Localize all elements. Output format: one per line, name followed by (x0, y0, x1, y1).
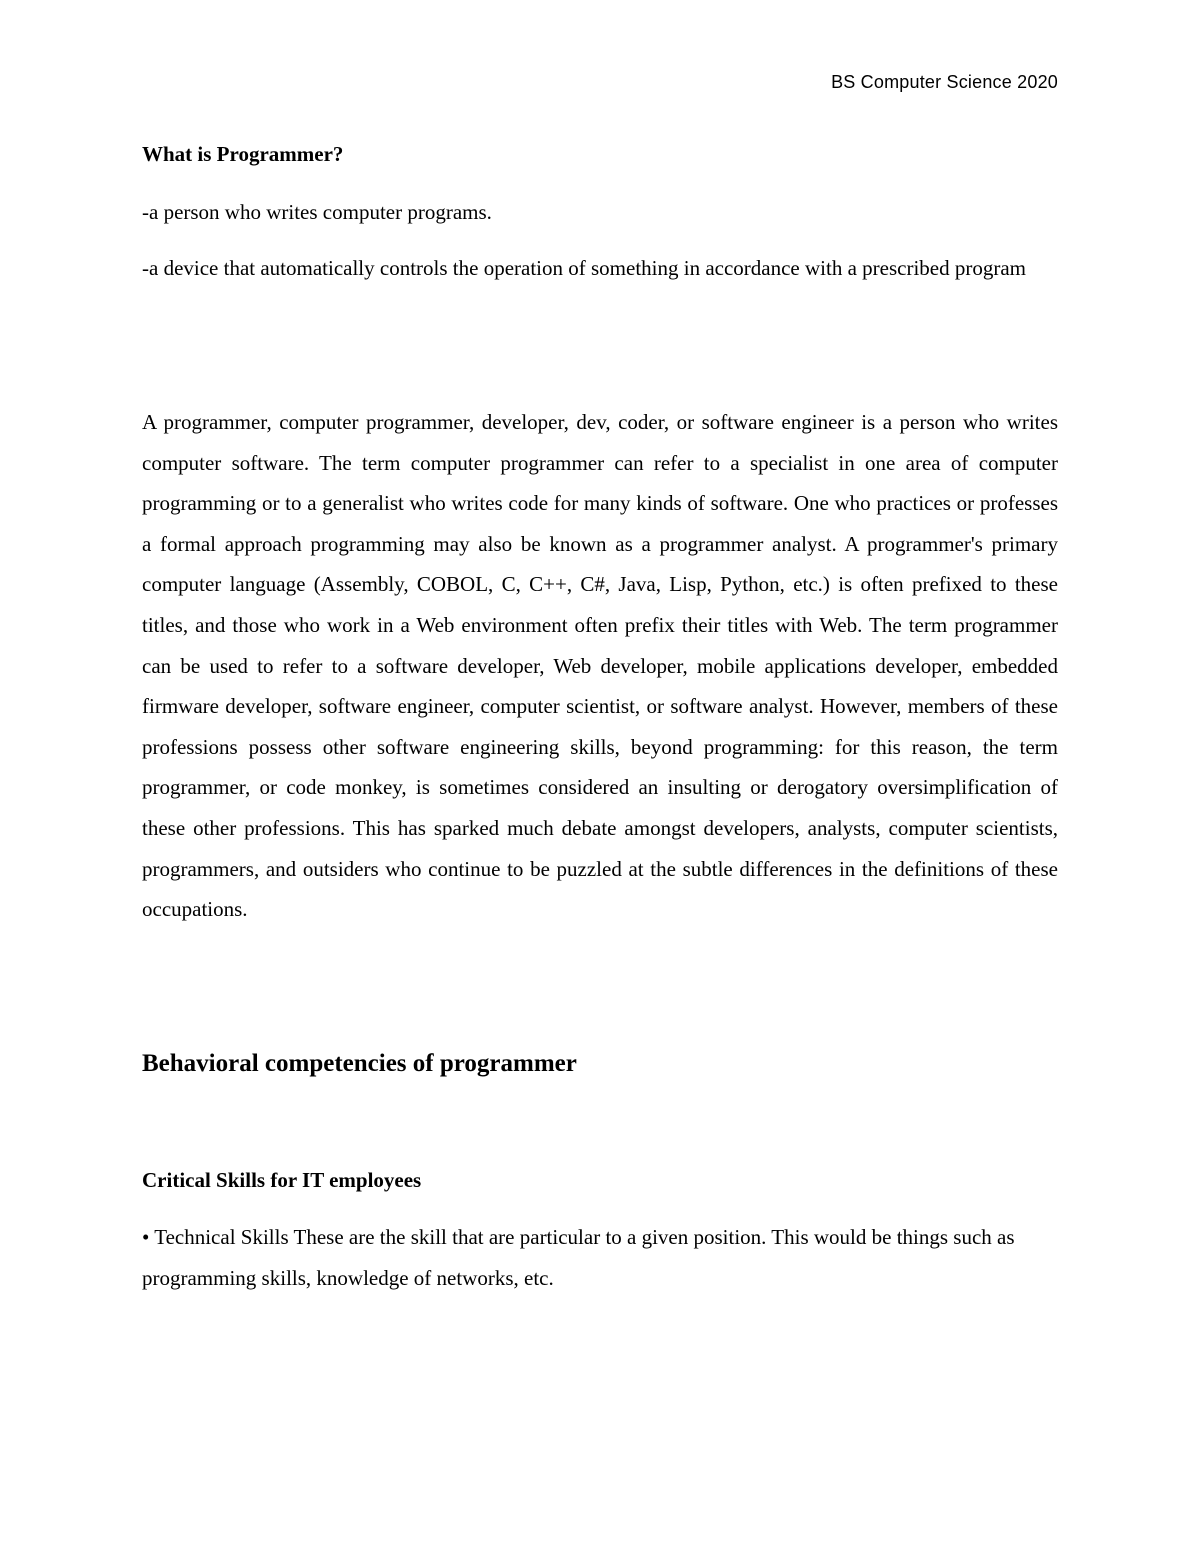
heading-critical-skills: Critical Skills for IT employees (142, 1168, 422, 1192)
heading-what-is-programmer: What is Programmer? (142, 142, 344, 166)
definition-item: -a device that automatically controls the operation of something in accordance with a prescribed program (142, 256, 1026, 280)
running-header: BS Computer Science 2020 (831, 72, 1058, 92)
programmer-paragraph: A programmer, computer programmer, developer, dev, coder, or software engineer is a person who writes computer software. The term computer programmer can refer to a specialist in one area of computer programming or to a generalist who writes code for many kinds of software. One who practices or professes a formal approach programming may also be known as a programmer analyst. A programmer's primary computer language (Assembly, COBOL, C, C++, C#, Java, Lisp, Python, etc.) is often prefixed to these titles, and those who work in a Web environment often prefix their titles with Web. The term programmer can be used to refer to a software developer, Web developer, mobile applications developer, embedded firmware developer, software engineer, computer scientist, or software analyst. However, members of these professions possess other software engineering skills, beyond programming: for this reason, the term programmer, or code monkey, is sometimes considered an insulting or derogatory oversimplification of these other professions. This has sparked much debate amongst developers, analysts, computer scientists, programmers, and outsiders who continue to be puzzled at the subtle differences in the definitions of these occupations. (142, 410, 1058, 922)
heading-behavioral-competencies: Behavioral competencies of programmer (142, 1050, 577, 1077)
bullet-technical-skills: • Technical Skills These are the skill that are particular to a given position. This would be things such as programming skills, knowledge of networks, etc. (142, 1225, 1015, 1290)
definition-item: -a person who writes computer programs. (142, 200, 492, 224)
